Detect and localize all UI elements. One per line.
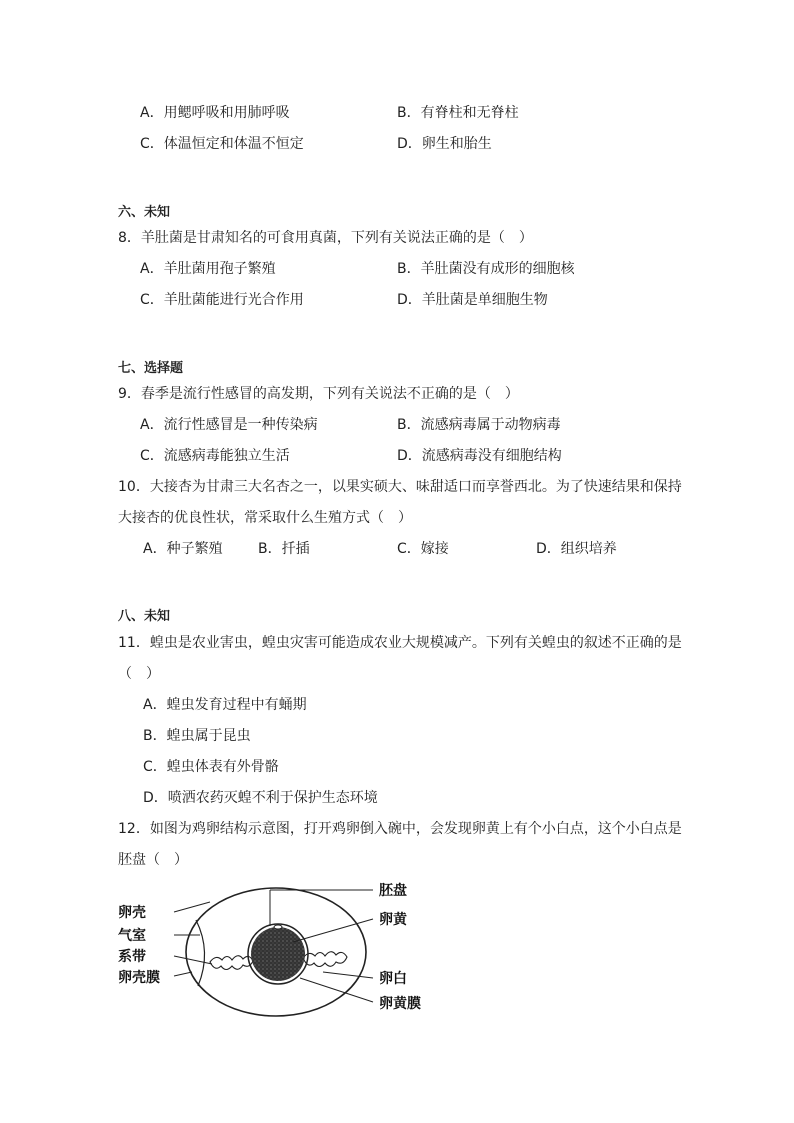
section-7-heading: 七、选择题 [118,361,184,376]
q10-option-a: A．种子繁殖 [143,541,223,557]
label-shell-membrane: 卵壳膜 [118,970,160,986]
chalaza-left-shape [210,956,253,970]
q10-stem-line2: 大接杏的优良性状，常采取什么生殖方式（ ） [118,510,412,526]
egg-structure-diagram [118,872,448,1022]
label-yolk-membrane: 卵黄膜 [379,996,421,1012]
label-albumen: 卵白 [379,971,407,987]
label-chalaza: 系带 [118,949,146,965]
q9-option-c: C．流感病毒能独立生活 [140,448,290,464]
q8-stem: 8．羊肚菌是甘肃知名的可食用真菌，下列有关说法正确的是（ ） [118,230,533,246]
q9-option-a: A．流行性感冒是一种传染病 [140,417,318,433]
q8-option-a: A．羊肚菌用孢子繁殖 [140,261,276,277]
q12-stem-line1: 12．如图为鸡卵结构示意图，打开鸡卵倒入碗中，会发现卵黄上有个小白点，这个小白点是 [118,821,682,837]
label-shell: 卵壳 [118,905,146,921]
q10-stem-line1: 10．大接杏为甘肃三大名杏之一，以果实硕大、味甜适口而享誉西北。为了快速结果和保持 [118,479,682,495]
q11-stem-line1: 11．蝗虫是农业害虫，蝗虫灾害可能造成农业大规模减产。下列有关蝗虫的叙述不正确的是 [118,635,682,651]
q9-option-b: B．流感病毒属于动物病毒 [397,417,561,433]
q11-stem-line2: （ ） [118,666,160,682]
yolk-shape [251,927,305,981]
q8-option-b: B．羊肚菌没有成形的细胞核 [397,261,575,277]
q8-option-c: C．羊肚菌能进行光合作用 [140,292,304,308]
q10-option-c: C．嫁接 [397,541,449,557]
chalaza-right-shape [303,952,347,967]
q11-option-b: B．蝗虫属于昆虫 [143,728,251,744]
label-yolk: 卵黄 [379,912,407,928]
section-6-heading: 六、未知 [118,205,171,220]
germinal-disc-shape [274,925,282,929]
leader-chalaza [174,956,212,964]
q8-option-d: D．羊肚菌是单细胞生物 [397,292,548,308]
air-cell-shape [196,920,205,986]
q11-option-d: D．喷洒农药灭蝗不利于保护生态环境 [143,790,378,806]
q7-option-b: B．有脊柱和无脊柱 [397,105,519,121]
q10-option-d: D．组织培养 [536,541,617,557]
q12-stem-line2: 胚盘（ ） [118,852,188,868]
q9-stem: 9．春季是流行性感冒的高发期，下列有关说法不正确的是（ ） [118,386,519,402]
leader-shell [174,902,210,912]
q11-option-a: A．蝗虫发育过程中有蛹期 [143,697,307,713]
leader-albumen [323,972,373,978]
q11-option-c: C．蝗虫体表有外骨骼 [143,759,279,775]
section-8-heading: 八、未知 [118,609,171,624]
leader-shell-membrane [174,972,192,976]
q7-option-c: C．体温恒定和体温不恒定 [140,136,304,152]
q10-option-b: B．扦插 [258,541,310,557]
q9-option-d: D．流感病毒没有细胞结构 [397,448,562,464]
q7-option-d: D．卵生和胎生 [397,136,492,152]
label-air-cell: 气室 [118,928,146,944]
label-germinal-disc: 胚盘 [379,883,407,899]
q7-option-a: A．用鳃呼吸和用肺呼吸 [140,105,290,121]
leader-yolk-membrane [300,978,373,1002]
